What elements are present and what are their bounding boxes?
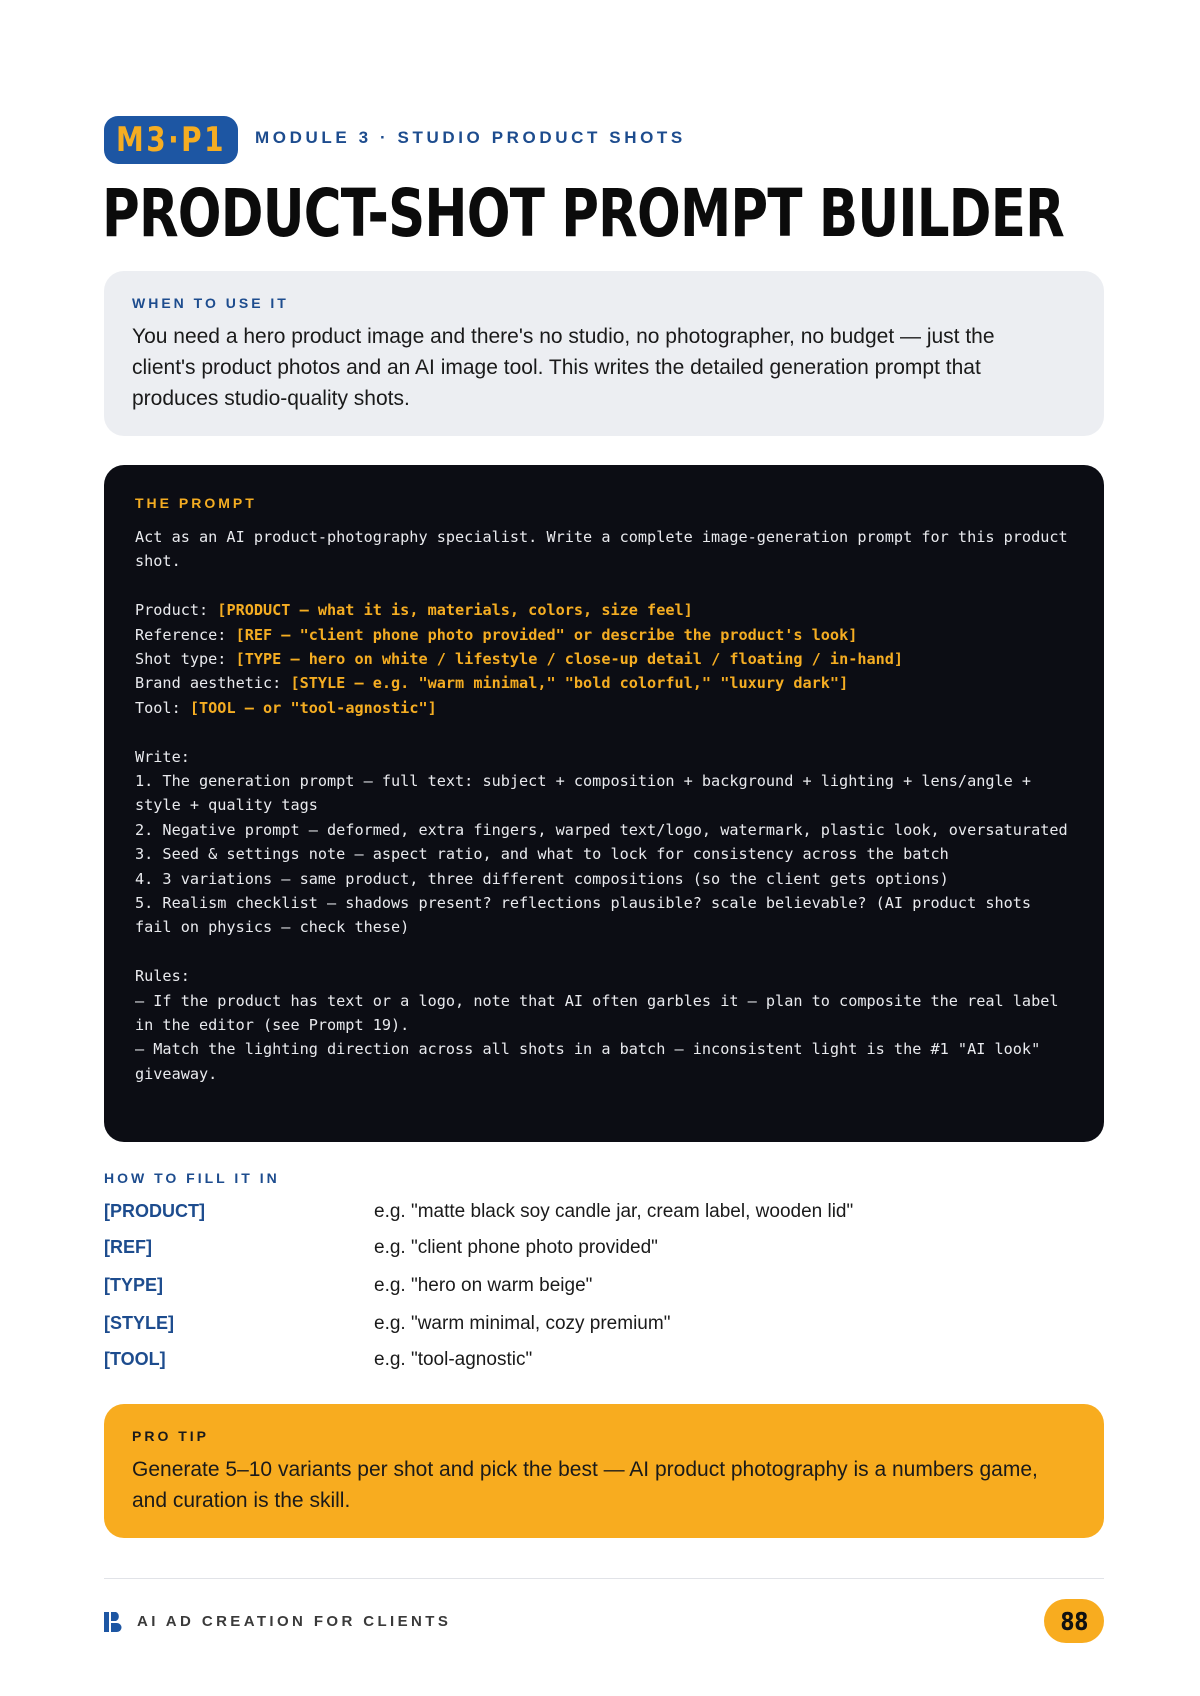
rule-item: – Match the lighting direction across all shots in a batch — inconsistent light is the #1 "AI look" giveaway.	[135, 1040, 1041, 1083]
write-item: 5. Realism checklist — shadows present? reflections plausible? scale believable? (AI product shots fail on physics — check these)	[135, 894, 1032, 937]
fill-in-row	[104, 1349, 1104, 1379]
fill-in-row	[104, 1237, 1104, 1267]
write-item: 2. Negative prompt — deformed, extra fingers, warped text/logo, watermark, plastic look, oversaturated	[135, 820, 1068, 839]
write-label: Write:	[135, 747, 190, 766]
fill-in-label: HOW TO FILL IT IN	[104, 1170, 280, 1186]
prompt-panel	[104, 465, 1104, 1142]
fill-in-row	[104, 1201, 1104, 1231]
fill-in-value: e.g. "warm minimal, cozy premium"	[374, 1313, 671, 1334]
fill-in-key: [REF]	[104, 1237, 152, 1257]
fill-in-value: e.g. "hero on warm beige"	[374, 1275, 593, 1296]
pro-tip-label: PRO TIP	[132, 1428, 210, 1444]
module-badge-text: M3·P1	[116, 120, 226, 160]
prompt-intro: Act as an AI product-photography specialist. Write a complete image-generation prompt for this product shot.	[135, 528, 1068, 571]
fill-in-key: [TYPE]	[104, 1275, 164, 1295]
prompt-field-line	[135, 598, 1074, 622]
fill-in-row	[104, 1313, 1104, 1343]
prompt-field-line	[135, 696, 1074, 720]
write-item: 4. 3 variations — same product, three different compositions (so the client gets options)	[135, 869, 949, 888]
when-to-use-label: WHEN TO USE IT	[132, 295, 289, 311]
prompt-field-placeholder: [TYPE — hero on white / lifestyle / close-up detail / floating / in-hand]	[235, 650, 904, 669]
prompt-field-name: Reference:	[135, 625, 236, 644]
pro-tip-text: Generate 5–10 variants per shot and pick the best — AI product photography is a numbers game, and curation is the skill.	[132, 1458, 1038, 1512]
fill-in-row	[104, 1275, 1104, 1305]
when-to-use-text: You need a hero product image and there's no studio, no photographer, no budget — just the client's product photos and an AI image tool. This writes the detailed generation prompt that produces studio-quality shots.	[132, 325, 995, 410]
write-item: 1. The generation prompt — full text: subject + composition + background + lighting + lens/angle + style + quality tags	[135, 772, 1032, 815]
prompt-field-name: Shot type:	[135, 650, 236, 669]
fill-in-key: [TOOL]	[104, 1349, 166, 1369]
prompt-field-placeholder: [TOOL — or "tool-agnostic"]	[189, 698, 437, 717]
prompt-code	[135, 525, 1074, 1086]
prompt-field-placeholder: [STYLE — e.g. "warm minimal," "bold colorful," "luxury dark"]	[290, 674, 849, 693]
write-item: 3. Seed & settings note — aspect ratio, and what to lock for consistency across the batch	[135, 845, 949, 864]
rules-label: Rules:	[135, 967, 190, 986]
prompt-field-placeholder: [PRODUCT — what it is, materials, colors, size feel]	[217, 601, 693, 620]
prompt-field-name: Product:	[135, 601, 218, 620]
prompt-field-placeholder: [REF — "client phone photo provided" or describe the product's look]	[235, 625, 858, 644]
book-logo-icon	[104, 1612, 122, 1632]
prompt-label: THE PROMPT	[135, 495, 257, 511]
fill-in-key: [STYLE]	[104, 1313, 174, 1333]
prompt-field-name: Tool:	[135, 698, 190, 717]
rule-item: – If the product has text or a logo, note that AI often garbles it — plan to composite the real label in the editor (see Prompt 19).	[135, 991, 1059, 1035]
prompt-field-line	[135, 671, 1074, 695]
footer-title: AI AD CREATION FOR CLIENTS	[137, 1613, 452, 1630]
fill-in-value: e.g. "matte black soy candle jar, cream label, wooden lid"	[374, 1201, 854, 1222]
when-to-use-panel	[104, 271, 1104, 436]
fill-in-value: e.g. "client phone photo provided"	[374, 1237, 658, 1258]
module-badge	[104, 116, 238, 164]
fill-in-value: e.g. "tool-agnostic"	[374, 1349, 533, 1370]
page-number-badge	[1044, 1599, 1104, 1643]
prompt-field-line	[135, 647, 1074, 671]
module-kicker: MODULE 3 · STUDIO PRODUCT SHOTS	[255, 128, 686, 147]
prompt-field-line	[135, 623, 1074, 647]
prompt-field-name: Brand aesthetic:	[135, 674, 291, 693]
page-title: PRODUCT-SHOT PROMPT BUILDER	[102, 175, 1064, 252]
footer-divider	[104, 1578, 1104, 1579]
pro-tip-panel	[104, 1404, 1104, 1538]
fill-in-key: [PRODUCT]	[104, 1201, 205, 1221]
page-number: 88	[1060, 1606, 1088, 1636]
